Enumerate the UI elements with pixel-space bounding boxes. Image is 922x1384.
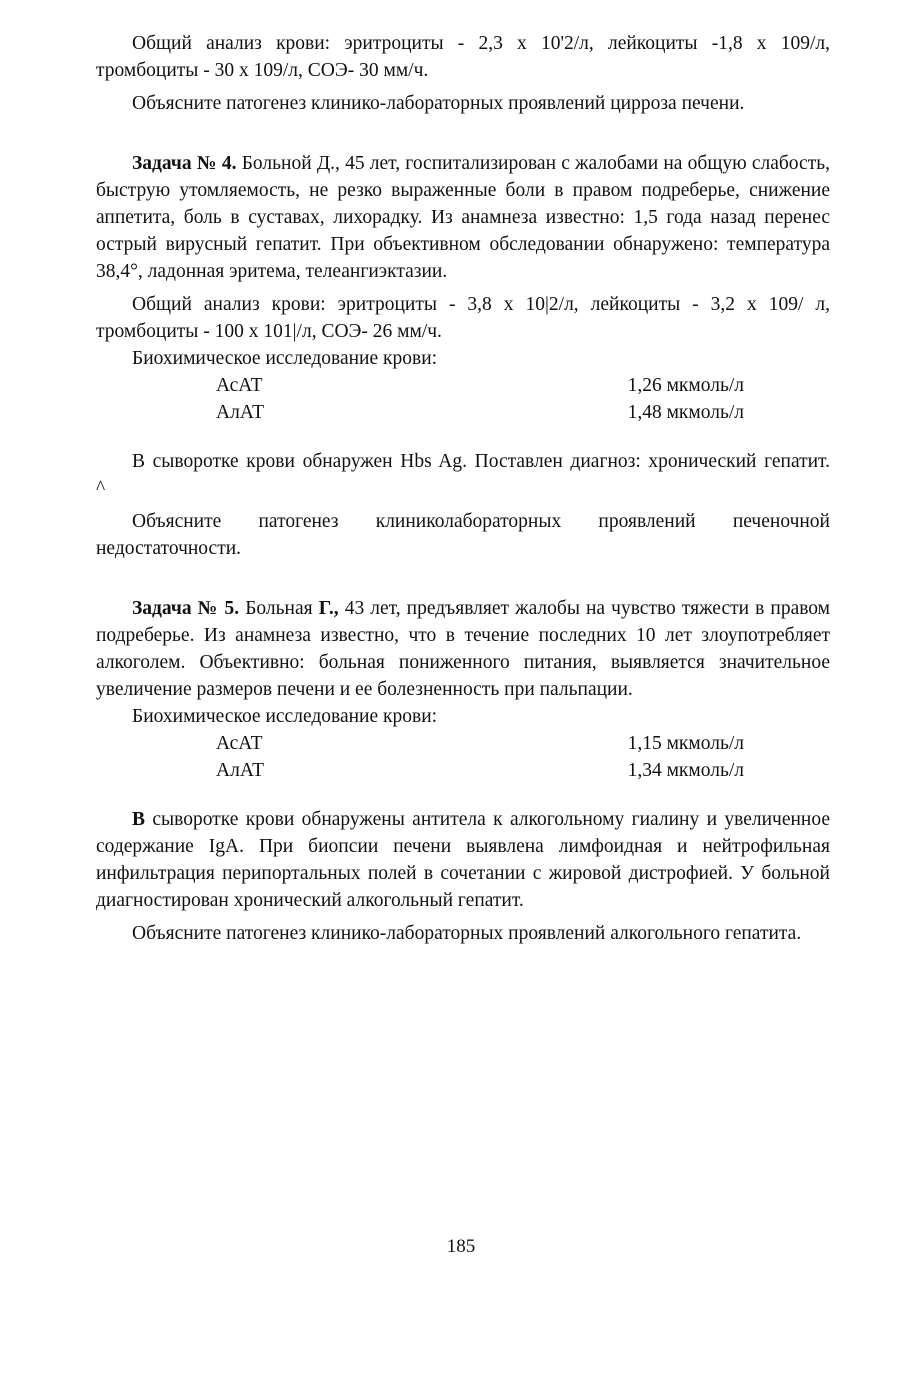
task-5-lab-row <box>96 757 744 784</box>
task-4-text: Больной Д., 45 лет, госпитализирован с жалобами на общую слабость, быструю утомляемость, не резко выраженные боли в правом подреберье, снижение аппетита, боль в суставах, лихорадку. Из анамнеза известно: 1,5 года назад перенес острый вирусный гепатит. При объективном обследовании обнаружено: температура 38,4°, ладонная эритема, телеангиэктазии. <box>96 153 830 282</box>
lab-value: 1,48 мкмоль/л <box>627 402 744 423</box>
task-5-patient-initial: Г., <box>318 598 339 619</box>
blood-test-paragraph-1: Общий анализ крови: эритроциты - 2,3 х 10'2/л, лейкоциты -1,8 х 109/л, тромбоциты - 30 х 109/л, СОЭ- 30 мм/ч. <box>96 33 830 81</box>
task-5-text-b: 43 лет, предъявляет жалобы на чувство тяжести в правом подреберье. Из анамнеза известно, что в течение последних 10 лет злоупотребляет алкоголем. Объективно: больная пониженного питания, выявляется значительное увеличение размеров печени и ее болезненность при пальпации. <box>96 598 831 700</box>
lab-name: АлАТ <box>216 760 265 781</box>
task-4-lab-row <box>96 372 744 399</box>
question-cirrhosis: Объясните патогенез клинико-лабораторных проявлений цирроза печени. <box>132 93 745 114</box>
task-5-serum-finding <box>96 806 830 914</box>
task-4-description <box>96 150 830 285</box>
document-page <box>96 30 855 947</box>
lab-name: АсАТ <box>216 375 263 396</box>
lab-value: 1,26 мкмоль/л <box>627 375 744 396</box>
task-5-biochem-heading: Биохимическое исследование крови: <box>132 706 438 727</box>
task-4-serum-finding: В сыворотке крови обнаружен Hbs Ag. Поставлен диагноз: хронический гепатит. ^ <box>96 451 855 499</box>
task-5-description <box>96 595 830 703</box>
task-5-serum-lead: В <box>132 809 146 830</box>
lab-name: АлАТ <box>216 402 265 423</box>
task-5-heading: Задача № 5. <box>132 598 240 619</box>
task-5-question: Объясните патогенез клинико-лабораторных проявлений алкогольного гепатита. <box>132 923 802 944</box>
task-4-biochem-heading: Биохимическое исследование крови: <box>132 348 438 369</box>
lab-name: АсАТ <box>216 733 263 754</box>
task-5-lab-row <box>96 730 744 757</box>
task-4-blood-test: Общий анализ крови: эритроциты - 3,8 х 10|2/л, лейкоциты - 3,2 х 109/ л, тромбоциты - 100 х 101|/л, СОЭ- 26 мм/ч. <box>96 294 830 342</box>
task-4-heading: Задача № 4. <box>132 153 237 174</box>
page-number: 185 <box>446 1236 476 1257</box>
lab-value: 1,15 мкмоль/л <box>627 733 744 754</box>
lab-value: 1,34 мкмоль/л <box>627 760 744 781</box>
task-4-lab-row <box>96 399 744 426</box>
task-5-serum-text: сыворотке крови обнаружены антитела к алкогольному гиалину и увеличенное содержание IgA. При биопсии печени выявлена лимфоидная и нейтрофильная инфильтрация перипортальных полей в сочетании с жировой дистрофией. У больной диагностирован хронический алкогольный гепатит. <box>96 809 830 911</box>
task-4-question: Объясните патогенез клиниколабораторных проявлений печеночной недостаточности. <box>96 511 830 559</box>
task-5-text-a: Больная <box>239 598 319 619</box>
